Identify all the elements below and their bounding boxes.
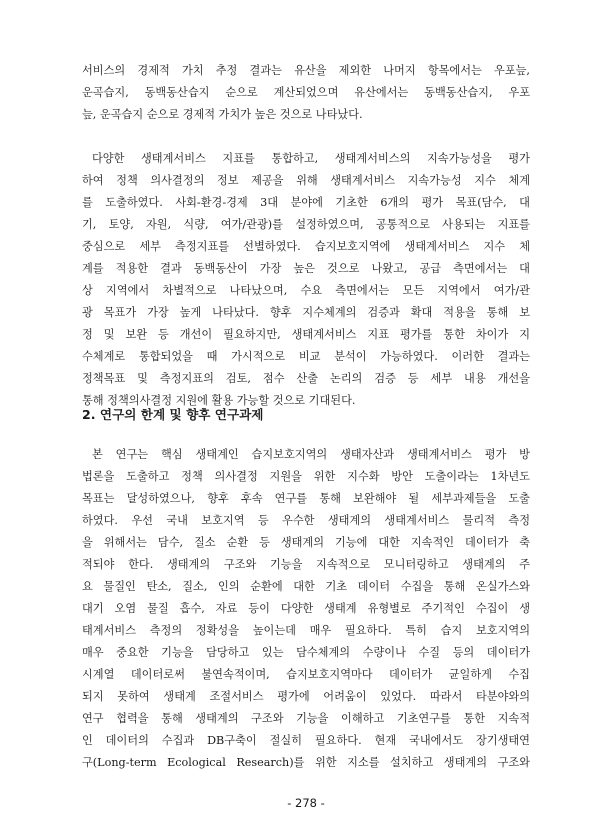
paragraph-line: 목표는 달성하였으나, 향후 후속 연구를 통해 보완해야 될 세부과제들을 도출 <box>82 492 530 505</box>
paragraph-line: 광 목표가 가장 높게 나타났다. 향후 지수체계의 검증과 확대 적용을 통해 보 <box>82 306 530 319</box>
paragraph-index-system <box>82 148 530 412</box>
paragraph-line: 를 도출하였다. 사회-환경-경제 3대 분야에 기초한 6개의 평가 목표(담수, 대 <box>82 196 530 209</box>
paragraph-line: 을 위해서는 담수, 질소 순환 등 생태계의 기능에 대한 지속적인 데이터가 축 <box>82 536 530 549</box>
paragraph-line: 연구 협력을 통해 생태계의 구조와 기능을 이해하고 기초연구를 통한 지속적 <box>82 712 530 725</box>
page-number: - 278 - <box>287 796 325 810</box>
paragraph-line: 구(Long-term Ecological Research)를 위한 지소를 설치하고 생태계의 구조와 <box>82 756 530 769</box>
paragraph-line: 통해 정책의사결정 지원에 활용 가능할 것으로 기대된다. <box>82 394 356 407</box>
paragraph-line: 중심으로 세부 측정지표를 선별하였다. 습지보호지역에 생태계서비스 지수 체 <box>82 240 530 253</box>
paragraph-line: 운곡습지, 동백동산습지 순으로 계산되었으며 유산에서는 동백동산습지, 우포 <box>82 86 530 99</box>
paragraph-line: 정 및 보완 등 개선이 필요하지만, 생태계서비스 지표 평가를 통한 차이가 지 <box>82 328 530 341</box>
paragraph-line: 수체계로 통합되었을 때 가시적으로 비교 분석이 가능하였다. 이러한 결과는 <box>82 350 530 363</box>
paragraph-line: 다양한 생태계서비스 지표를 통합하고, 생태계서비스의 지속가능성을 평가 <box>92 152 530 165</box>
paragraph-line: 기, 토양, 자원, 식량, 여가/관광)를 설정하였으며, 공통적으로 사용되는 지표를 <box>82 218 530 231</box>
paragraph-line: 되지 못하여 생태계 조절서비스 평가에 어려움이 있었다. 따라서 타분야와의 <box>82 690 530 703</box>
paragraph-line: 매우 중요한 기능을 담당하고 있는 담수체계의 수량이나 수질 등의 데이터가 <box>82 646 530 659</box>
paragraph-line: 상 지역에서 차별적으로 나타났으며, 수요 측면에서는 모든 지역에서 여가/관 <box>82 284 530 297</box>
paragraph-line: 대기 오염 물질 흡수, 자료 등이 다양한 생태계 유형별로 주기적인 수집이 생 <box>82 602 530 615</box>
paragraph-line: 계를 적용한 결과 동백동산이 가장 높은 것으로 나왔고, 공급 측면에서는 대 <box>82 262 530 275</box>
paragraph-line: 하여 정책 의사결정의 정보 제공을 위해 생태계서비스 지속가능성 지수 체계 <box>82 174 530 187</box>
paragraph-line: 정책목표 및 측정지표의 검토, 점수 산출 논리의 검증 등 세부 내용 개선을 <box>82 372 530 385</box>
paragraph-line: 시계열 데이터로써 불연속적이며, 습지보호지역마다 데이터가 균일하게 수집 <box>82 668 530 681</box>
paragraph-line: 태계서비스 측정의 정확성을 높이는데 매우 필요하다. 특히 습지 보호지역의 <box>82 624 530 637</box>
paragraph-line: 서비스의 경제적 가치 추정 결과는 유산을 제외한 나머지 항목에서는 우포늪, <box>82 64 530 77</box>
paragraph-line: 법론을 도출하고 정책 의사결정 지원을 위한 지수화 방안 도출이라는 1차년도 <box>82 470 530 483</box>
paragraph-line: 본 연구는 핵심 생태계인 습지보호지역의 생태자산과 생태계서비스 평가 방 <box>92 448 530 461</box>
paragraph-line: 하였다. 우선 국내 보호지역 등 우수한 생태계의 생태계서비스 물리적 측정 <box>82 514 530 527</box>
paragraph-line: 늪, 운곡습지 순으로 경제적 가치가 높은 것으로 나타났다. <box>82 108 363 121</box>
paragraph-line: 인 데이터의 수집과 DB구축이 절실히 필요하다. 현재 국내에서도 장기생태연 <box>82 734 530 747</box>
section-heading: 2. 연구의 한계 및 향후 연구과제 <box>82 407 264 422</box>
paragraph-line: 요 물질인 탄소, 질소, 인의 순환에 대한 기초 데이터 수집을 통해 온실가스와 <box>82 580 530 593</box>
paragraph-limitations <box>82 444 530 774</box>
paragraph-valuation-results <box>82 60 530 126</box>
paragraph-line: 적되야 한다. 생태계의 구조와 기능을 지속적으로 모니터링하고 생태계의 주 <box>82 558 530 571</box>
